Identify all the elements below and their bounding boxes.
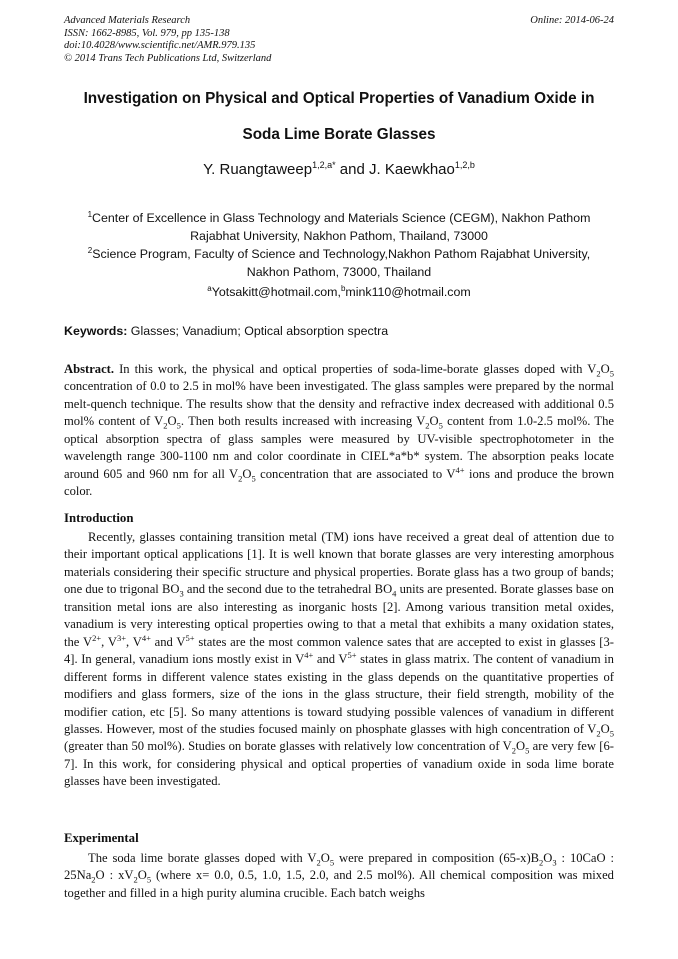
abstract-label: Abstract. [64, 362, 115, 376]
superscript: 4+ [141, 632, 151, 643]
keywords [64, 324, 614, 338]
subscript: 2 [596, 728, 601, 739]
chem-o: O [167, 414, 177, 429]
subscript: 2 [316, 857, 321, 868]
intro-text: (greater than 50 mol%). Studies on borate glasses with relatively low concentration of V [64, 739, 512, 754]
exp-text: were prepared in composition (65-x)B [334, 851, 540, 865]
subscript: 3 [179, 588, 184, 599]
chem-o: O [543, 851, 553, 865]
abstract-text: . Then both results increased with increasing V [180, 414, 426, 429]
affiliation-2-line1: Science Program, Faculty of Science and Technology,Nakhon Pathom Rajabhat University, [92, 247, 591, 262]
abstract-text: content from 1.0-2.5 mol%. The optical absorption spectra of glass samples were measured by UV-visible spectrophotometer in the wavelength range 300-1100 nm and color coordinate in CIEL*a*b* system. The absorption peaks locate around 605 and 960 nm for all V [64, 414, 614, 481]
abstract-text: concentration of 0.0 to 2.5 in mol% have been investigated. The glass samples were prepared by the normal melt-quench technique. The results show that the density and refractive index decreased with additional 0.5 mol% content of V [64, 379, 614, 429]
subscript: 2 [238, 473, 243, 484]
intro-text: Recently, glasses containing transition metal (TM) ions have received a great deal of attention due to their important optical applications [1]. It is well known that borate glasses are very interesting amorphous materials considering their specific structure and physical properties. Borate glass has a two group of bands; one due to trigonal BO [64, 530, 614, 597]
journal-name: Advanced Materials Research [64, 15, 191, 26]
email-b-marker: b [340, 284, 346, 293]
experimental-body [64, 850, 614, 902]
author-list [40, 160, 638, 178]
intro-text: units are presented. Borate glasses base on transition metal ions are also interesting as inorganic hosts [2]. Among various transition metal oxides, vanadium is very interesting optical properties owing to that a metal that exhibits a many oxidation states, the V [64, 582, 614, 649]
intro-text: , V [125, 634, 142, 649]
intro-text: states in glass matrix. The content of vanadium in different forms in different valence states existing in the glass depends on the quantitative properties of modifiers and glass formers, size of the ions in the glass structure, their field strength, mobility of the modifier cation, etc [5]. So many attentions is toward studying possible valences of vanadium in different glasses. However, most of the studies focused mainly on phosphate glasses with high concentration of V [64, 652, 614, 736]
chem-o: O [600, 721, 610, 736]
superscript: 5+ [347, 649, 357, 660]
superscript: 5+ [185, 632, 195, 643]
superscript: 2+ [92, 632, 102, 643]
abstract-text: In this work, the physical and optical properties of soda-lime-borate glasses doped with V [114, 362, 597, 376]
superscript: 3+ [116, 632, 126, 643]
email-b-link[interactable]: mink110@hotmail.com [345, 285, 471, 300]
subscript: 2 [511, 745, 516, 756]
copyright-line: © 2014 Trans Tech Publications Ltd, Switzerland [64, 52, 272, 64]
author-emails [70, 284, 608, 299]
paper-title-line2: Soda Lime Borate Glasses [242, 126, 436, 143]
keywords-label: Keywords: [64, 324, 128, 338]
experimental-heading: Experimental [64, 831, 139, 845]
subscript: 5 [609, 368, 614, 379]
author-1: Y. Ruangtaweep [203, 161, 313, 178]
subscript: 3 [552, 857, 557, 868]
affiliation-2-marker: 2 [87, 246, 93, 255]
intro-text: and V [313, 652, 348, 667]
issn-line: ISSN: 1662-8985, Vol. 979, pp 135-138 [64, 27, 230, 39]
author-1-affil: 1,2,a* [312, 160, 336, 170]
chem-o: O [600, 362, 610, 376]
abstract-text: ions and produce the brown color. [64, 466, 614, 499]
chem-o: O [515, 739, 526, 754]
author-conj: and [335, 161, 369, 178]
subscript: 5 [525, 745, 530, 756]
subscript: 5 [438, 420, 443, 431]
journal-header [64, 15, 444, 65]
intro-text: and V [150, 634, 186, 649]
author-2: J. Kaewkhao [368, 161, 455, 178]
introduction-body [64, 529, 614, 791]
affiliation-1-marker: 1 [87, 210, 93, 219]
subscript: 2 [425, 420, 430, 431]
subscript: 2 [91, 874, 96, 885]
doi-link[interactable]: doi:10.4028/www.scientific.net/AMR.979.135 [64, 40, 256, 51]
subscript: 5 [609, 728, 614, 739]
subscript: 5 [251, 473, 256, 484]
affiliation-2-line2: Nakhon Pathom, 73000, Thailand [246, 265, 432, 280]
superscript: 4+ [304, 649, 314, 660]
chem-o: O [320, 851, 330, 865]
subscript: 2 [596, 368, 601, 379]
chem-o: O [137, 868, 147, 883]
paper-title-line1: Investigation on Physical and Optical Properties of Vanadium Oxide in [83, 90, 595, 107]
subscript: 2 [133, 874, 138, 885]
email-a-link[interactable]: Yotsakitt@hotmail.com, [211, 285, 341, 300]
subscript: 2 [163, 420, 168, 431]
email-a-marker: a [207, 284, 212, 293]
exp-text: : 10CaO : 25Na [64, 851, 615, 883]
intro-text: states are the most common valence sates that are accepted to exist in glasses [3-4]. In general, vanadium ions mostly exist in V [64, 634, 614, 667]
subscript: 5 [329, 857, 335, 868]
author-2-affil: 1,2,b [454, 160, 475, 170]
exp-text: The soda lime borate glasses doped with V [88, 851, 317, 865]
keywords-text: Glasses; Vanadium; Optical absorption spectra [127, 324, 389, 338]
affiliation-1-line1: Center of Excellence in Glass Technology and Materials Science (CEGM), Nakhon Pathom [92, 211, 591, 226]
subscript: 5 [176, 420, 181, 431]
chem-o: O [242, 466, 252, 481]
exp-text: (where x= 0.0, 0.5, 1.0, 1.5, 2.0, and 2.5 mol%). All chemical composition was mixed together and filled in a high purity alumina crucible. Each batch weighs [64, 868, 614, 900]
intro-text: , V [101, 634, 117, 649]
subscript: 4 [392, 588, 397, 599]
exp-text: O : xV [95, 868, 134, 883]
affiliation-2 [70, 242, 608, 282]
abstract [64, 361, 614, 501]
abstract-text: concentration that are associated to V [255, 466, 456, 481]
subscript: 5 [146, 874, 152, 885]
intro-text: are very few [6-7]. In this work, for considering physical and optical properties of vanadium oxide in soda lime borate glasses have been investigated. [64, 739, 614, 789]
chem-o: O [429, 414, 439, 429]
introduction-heading: Introduction [64, 511, 134, 525]
intro-text: and the second due to the tetrahedral BO [183, 582, 393, 597]
superscript: 4+ [455, 464, 465, 475]
affiliation-1-line2: Rajabhat University, Nakhon Pathom, Thailand, 73000 [190, 229, 488, 244]
affiliation-1 [70, 206, 608, 246]
online-date: Online: 2014-06-24 [530, 15, 614, 26]
subscript: 2 [539, 857, 544, 868]
